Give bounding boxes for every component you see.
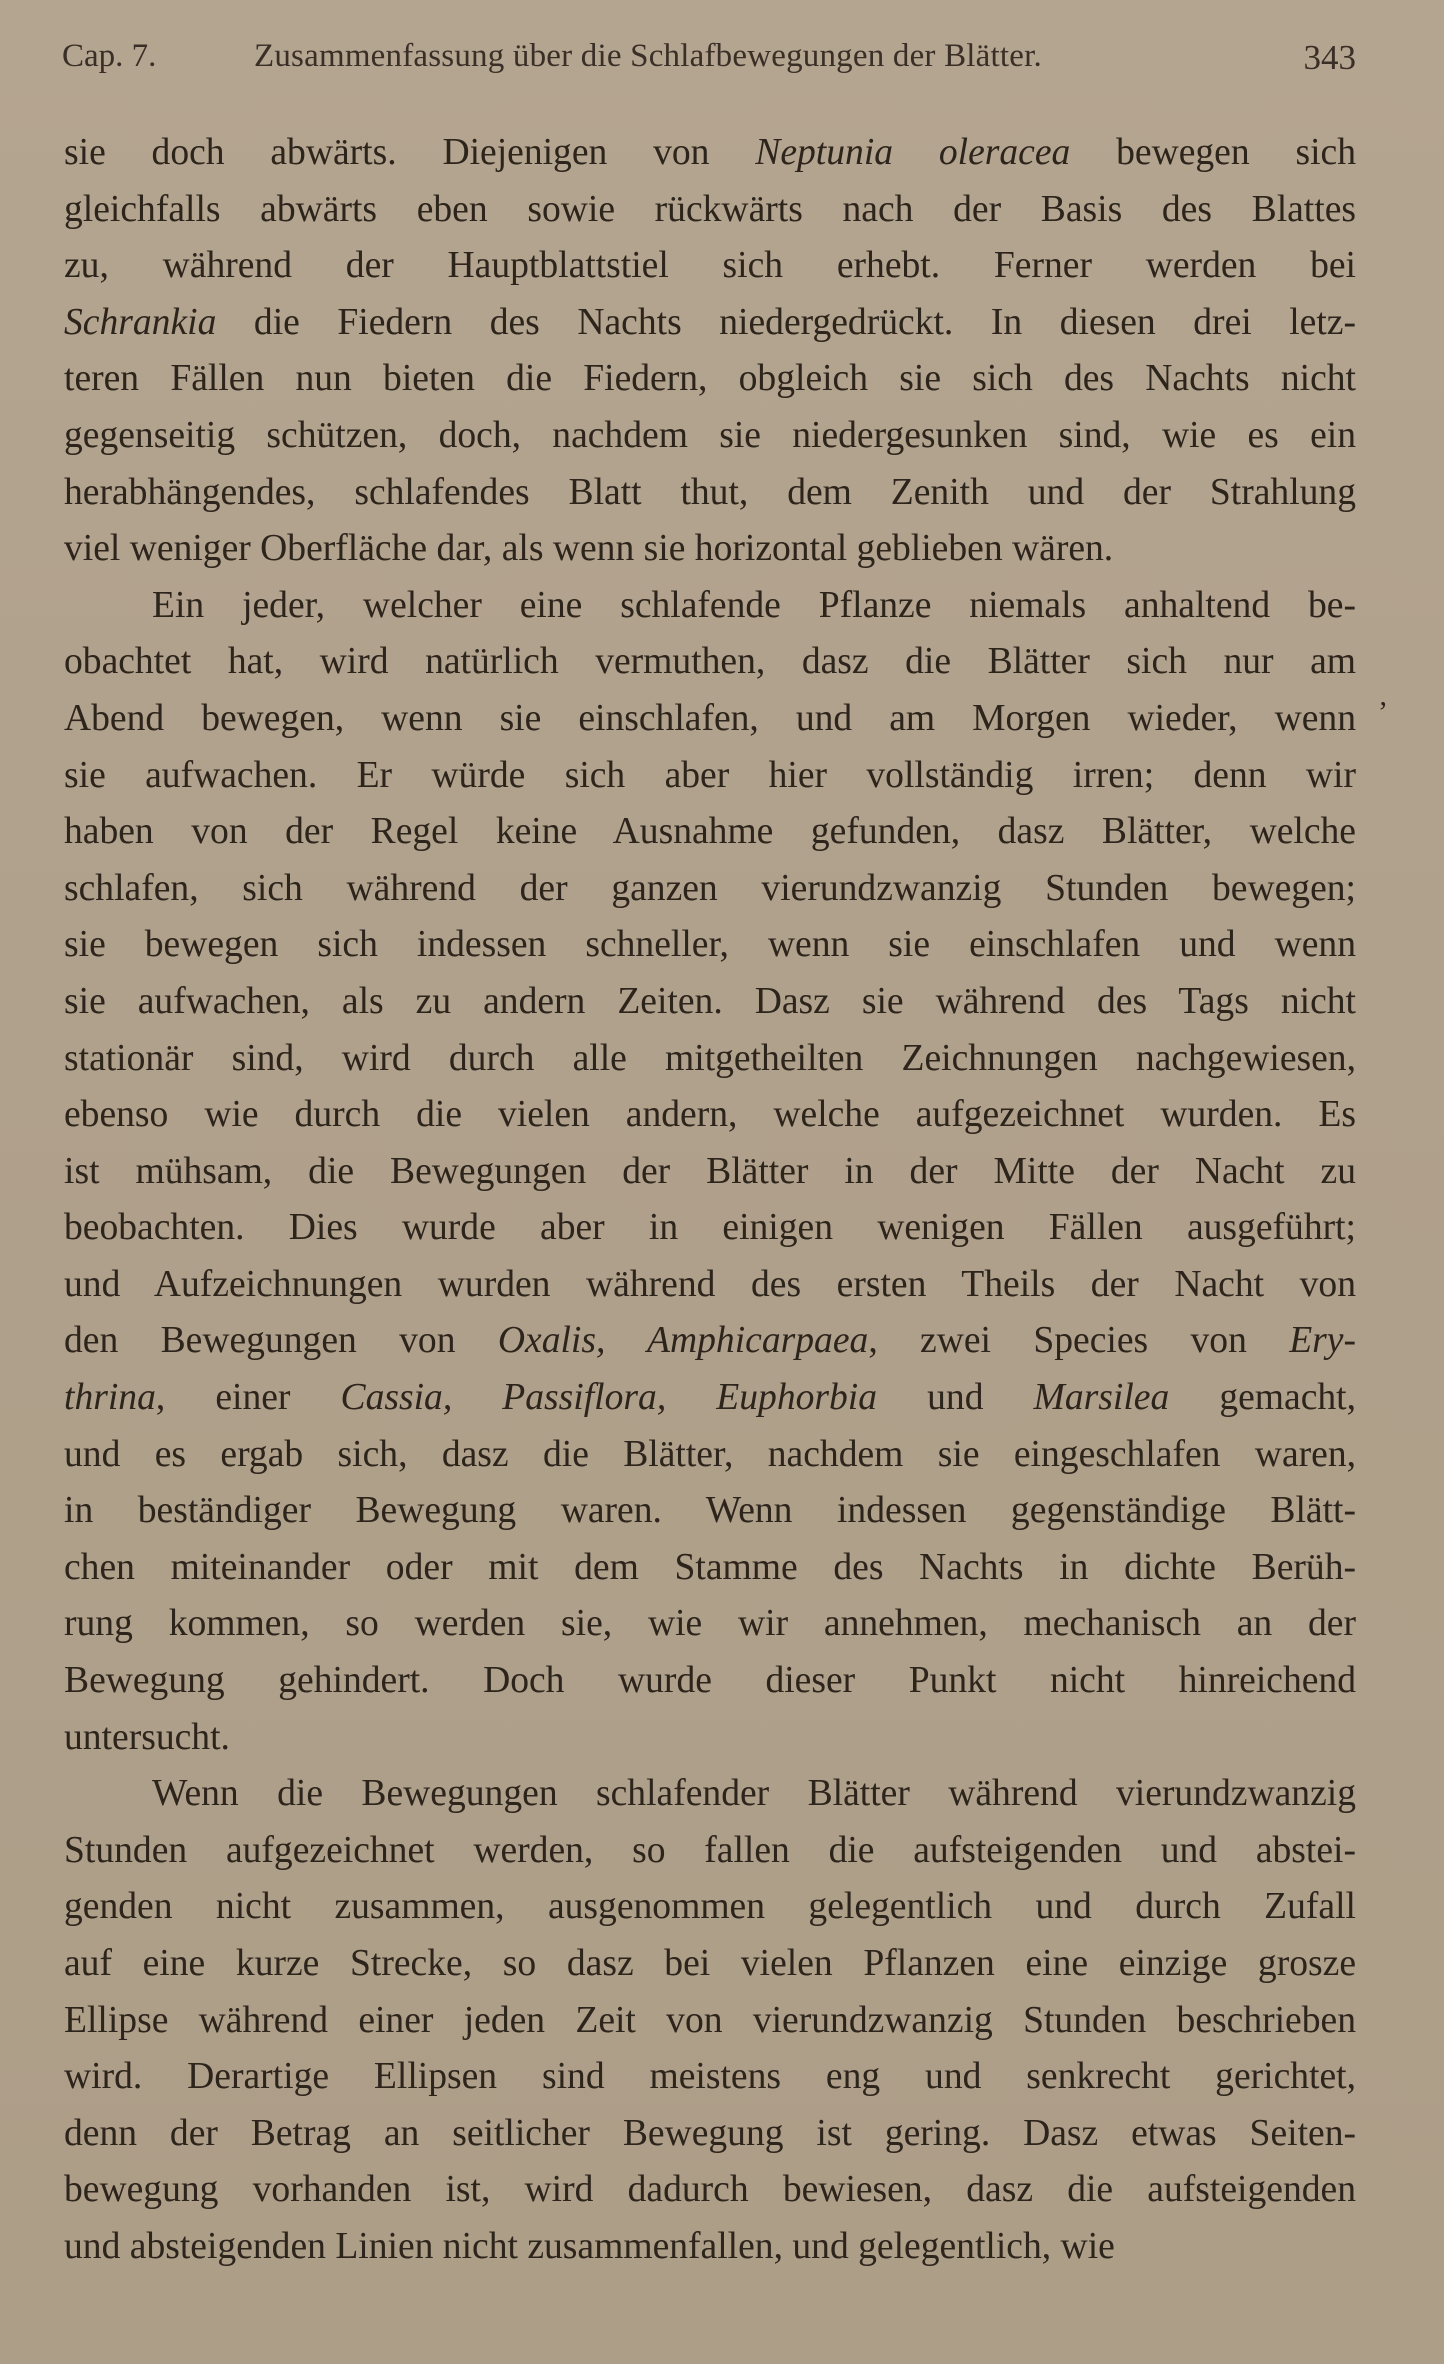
text-line: [64, 295, 1356, 352]
italic-text-segment: Ery-: [1289, 1320, 1356, 1362]
text-line: [64, 351, 1356, 408]
text-line: [64, 125, 1356, 182]
text-line: [64, 238, 1356, 295]
text-segment: Abend bewegen, wenn sie einschlafen, und am Morgen wieder, wenn: [64, 697, 1356, 739]
text-line: [64, 1257, 1356, 1314]
text-line: [64, 1313, 1356, 1370]
text-line: [64, 1370, 1356, 1427]
text-segment: gleichfalls abwärts eben sowie rückwärts nach der Basis des Blattes: [64, 188, 1356, 230]
text-line: [64, 1596, 1356, 1653]
text-segment: chen miteinander oder mit dem Stamme des Nachts in dichte Berüh-: [64, 1546, 1356, 1588]
text-line: [64, 2049, 1356, 2106]
text-line: [64, 1087, 1356, 1144]
italic-text-segment: thrina: [64, 1377, 156, 1419]
text-segment: , einer: [155, 1377, 341, 1419]
text-line: [64, 1879, 1356, 1936]
text-segment: , zwei Species von: [868, 1320, 1290, 1362]
running-head: [62, 38, 1356, 88]
text-line: [64, 408, 1356, 465]
text-segment: teren Fällen nun bieten die Fiedern, obgleich sie sich des Nachts nicht: [64, 358, 1356, 400]
text-segment: haben von der Regel keine Ausnahme gefunden, dasz Blätter, welche: [64, 811, 1356, 853]
text-segment: Wenn die Bewegungen schlafender Blätter während vierundzwanzig: [152, 1773, 1356, 1815]
text-segment: schlafen, sich während der ganzen vierundzwanzig Stunden bewegen;: [64, 867, 1356, 909]
text-segment: gemacht,: [1169, 1377, 1356, 1419]
text-line: [64, 861, 1356, 918]
text-segment: sie aufwachen. Er würde sich aber hier vollständig irren; denn wir: [64, 754, 1356, 796]
page-number: 343: [1303, 38, 1356, 77]
running-title: Zusammenfassung über die Schlafbewegungen der Blätter.: [254, 38, 1042, 74]
text-line: [64, 1031, 1356, 1088]
body-text: [64, 125, 1356, 2276]
text-segment: zu, während der Hauptblattstiel sich erhebt. Ferner werden bei: [64, 245, 1356, 287]
text-line: [64, 804, 1356, 861]
text-segment: Stunden aufgezeichnet werden, so fallen die aufsteigenden und abstei-: [64, 1829, 1356, 1871]
text-line: [64, 748, 1356, 805]
text-line: [64, 634, 1356, 691]
text-line: [64, 1483, 1356, 1540]
text-segment: untersucht.: [64, 1716, 230, 1758]
italic-text-segment: Cassia, Passiflora, Euphorbia: [340, 1377, 878, 1419]
chapter-label: Cap. 7.: [62, 38, 157, 74]
text-segment: denn der Betrag an seitlicher Bewegung ist gering. Dasz etwas Seiten-: [64, 2112, 1356, 2154]
text-segment: rung kommen, so werden sie, wie wir annehmen, mechanisch an der: [64, 1603, 1356, 1645]
text-segment: ist mühsam, die Bewegungen der Blätter in der Mitte der Nacht zu: [64, 1150, 1356, 1192]
italic-text-segment: Marsilea: [1033, 1377, 1170, 1419]
text-line: [64, 691, 1356, 748]
text-line: [64, 2106, 1356, 2163]
print-speck: ʼ: [1378, 696, 1388, 729]
text-line: [64, 1540, 1356, 1597]
text-line: [64, 1144, 1356, 1201]
text-segment: Bewegung gehindert. Doch wurde dieser Punkt nicht hinreichend: [64, 1660, 1356, 1702]
text-segment: und es ergab sich, dasz die Blätter, nachdem sie eingeschlafen waren,: [64, 1433, 1356, 1475]
text-segment: auf eine kurze Strecke, so dasz bei vielen Pflanzen eine einzige grosze: [64, 1943, 1356, 1984]
text-segment: Ein jeder, welcher eine schlafende Pflanze niemals anhaltend be-: [152, 584, 1356, 626]
text-segment: und absteigenden Linien nicht zusammenfallen, und gelegentlich, wie: [64, 2225, 1115, 2267]
text-segment: viel weniger Oberfläche dar, als wenn sie horizontal geblieben wären.: [64, 528, 1114, 570]
text-segment: gegenseitig schützen, doch, nachdem sie niedergesunken sind, wie es ein: [64, 414, 1356, 456]
text-line: [64, 1710, 1356, 1767]
text-line: [64, 1653, 1356, 1710]
text-segment: den Bewegungen von: [64, 1320, 498, 1362]
text-segment: wird. Derartige Ellipsen sind meistens eng und senkrecht gerichtet,: [64, 2056, 1356, 2098]
text-line: [64, 974, 1356, 1031]
text-line: [64, 1823, 1356, 1880]
text-segment: bewegen sich: [1070, 132, 1356, 173]
italic-text-segment: Neptunia oleracea: [755, 132, 1071, 173]
text-segment: genden nicht zusammen, ausgenommen gelegentlich und durch Zufall: [64, 1886, 1356, 1928]
italic-text-segment: Schrankia: [64, 301, 217, 343]
text-line: [64, 1936, 1356, 1993]
text-segment: sie bewegen sich indessen schneller, wenn sie einschlafen und wenn: [64, 924, 1356, 966]
text-segment: sie aufwachen, als zu andern Zeiten. Dasz sie während des Tags nicht: [64, 980, 1356, 1022]
text-segment: und Aufzeichnungen wurden während des ersten Theils der Nacht von: [64, 1263, 1356, 1305]
text-segment: obachtet hat, wird natürlich vermuthen, dasz die Blätter sich nur am: [64, 641, 1356, 683]
text-line: [64, 465, 1356, 522]
text-line: [64, 1427, 1356, 1484]
text-line: [64, 1766, 1356, 1823]
text-line: [64, 578, 1356, 635]
text-line: [64, 917, 1356, 974]
text-segment: ebenso wie durch die vielen andern, welche aufgezeichnet wurden. Es: [64, 1094, 1356, 1136]
text-segment: Ellipse während einer jeden Zeit von vierundzwanzig Stunden beschrieben: [64, 1999, 1356, 2041]
text-line: [64, 2162, 1356, 2219]
text-segment: beobachten. Dies wurde aber in einigen wenigen Fällen ausgeführt;: [64, 1207, 1356, 1249]
text-segment: und: [877, 1377, 1034, 1419]
text-segment: herabhängendes, schlafendes Blatt thut, dem Zenith und der Strahlung: [64, 471, 1356, 513]
text-segment: stationär sind, wird durch alle mitgetheilten Zeichnungen nachgewiesen,: [64, 1037, 1356, 1079]
text-segment: bewegung vorhanden ist, wird dadurch bewiesen, dasz die aufsteigenden: [64, 2169, 1356, 2211]
text-segment: sie doch abwärts. Diejenigen von: [64, 132, 756, 173]
text-line: [64, 2219, 1356, 2276]
italic-text-segment: Oxalis, Amphicarpaea: [497, 1320, 869, 1362]
text-line: [64, 182, 1356, 239]
text-line: [64, 1200, 1356, 1257]
text-segment: die Fiedern des Nachts niedergedrückt. In diesen drei letz-: [216, 301, 1356, 343]
text-line: [64, 1993, 1356, 2050]
text-segment: in beständiger Bewegung waren. Wenn indessen gegenständige Blätt-: [64, 1490, 1356, 1532]
text-line: [64, 521, 1356, 578]
